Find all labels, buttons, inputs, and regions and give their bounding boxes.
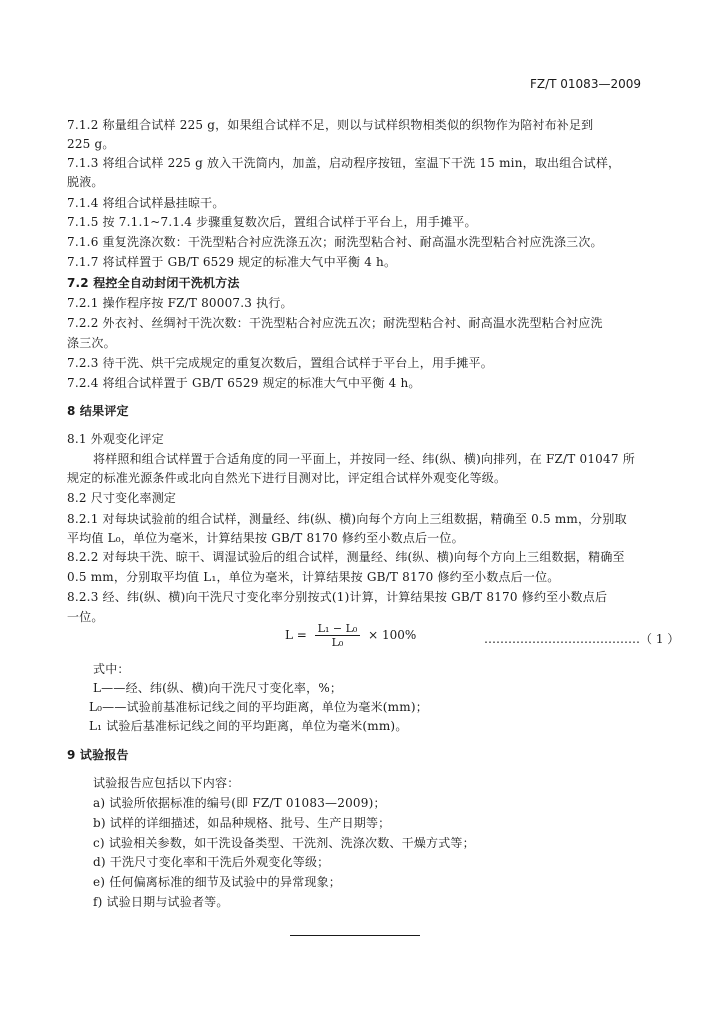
text-line: 8.2.2 对每块干洗、晾干、调湿试验后的组合试样，测量经、纬(纵、横)向每个方向上三组数据，精确至 (67, 550, 625, 564)
text-line: 7.1.2 称量组合试样 225 g，如果组合试样不足，则以与试样织物相类似的织物作为陪衬布补足到 (67, 118, 594, 132)
text-line: 8.2.3 经、纬(纵、横)向干洗尺寸变化率分别按式(1)计算，计算结果按 GB/T 8170 修约至小数点后 (67, 590, 608, 604)
text-line: 涤三次。 (67, 336, 116, 350)
text-line: L₁ 试验后基准标记线之间的平均距离，单位为毫米(mm)。 (89, 719, 408, 733)
text-line: 脱液。 (67, 175, 104, 189)
formula-numerator: L₁ − L₀ (315, 622, 361, 636)
text-line: 7.2.3 待干洗、烘干完成规定的重复次数后，置组合试样于平台上，用手摊平。 (67, 356, 493, 370)
text-line: 一位。 (67, 610, 104, 624)
text-line: 8.1 外观变化评定 (67, 432, 164, 446)
text-line: L₀——试验前基准标记线之间的平均距离，单位为毫米(mm)； (89, 700, 428, 714)
text-line: 7.1.3 将组合试样 225 g 放入干洗筒内，加盖，启动程序按钮，室温下干洗 15 min，取出组合试样， (67, 156, 621, 170)
formula-rhs: × 100% (368, 628, 417, 642)
text-line: e) 任何偏离标准的细节及试验中的异常现象； (93, 875, 341, 889)
end-divider (290, 935, 420, 936)
standard-number: FZ/T 01083—2009 (529, 77, 641, 91)
text-line: 平均值 L₀，单位为毫米，计算结果按 GB/T 8170 修约至小数点后一位。 (67, 531, 464, 545)
text-line: d) 干洗尺寸变化率和干洗后外观变化等级； (93, 855, 330, 869)
formula-fraction (315, 622, 361, 649)
text-line: 将样照和组合试样置于合适角度的同一平面上，并按同一经、纬(纵、横)向排列，在 FZ/T 01047 所 (93, 452, 635, 466)
text-line: c) 试验相关参数，如干洗设备类型、干洗剂、洗涤次数、干燥方式等； (93, 836, 475, 850)
text-line: 规定的标准光源条件或北向自然光下进行目测对比，评定组合试样外观变化等级。 (67, 471, 507, 485)
formula-denominator: L₀ (331, 636, 344, 649)
text-line: 7.1.7 将试样置于 GB/T 6529 规定的标准大气中平衡 4 h。 (67, 255, 397, 269)
text-line: 8.2.1 对每块试验前的组合试样，测量经、纬(纵、横)向每个方向上三组数据，精确至 0.5 mm，分别取 (67, 512, 627, 526)
text-line: 7.2.2 外衣衬、丝绸衬干洗次数：干洗型粘合衬应洗五次；耐洗型粘合衬、耐高温水洗型粘合衬应洗 (67, 316, 603, 330)
formula (285, 622, 416, 649)
text-line: a) 试验所依据标准的编号(即 FZ/T 01083—2009)； (93, 796, 386, 810)
text-line: b) 试样的详细描述，如品种规格、批号、生产日期等； (93, 816, 391, 830)
text-line: 试验报告应包括以下内容： (93, 776, 240, 790)
formula-lhs: L = (285, 628, 307, 642)
equation-number: …………………………………（ 1 ） (484, 632, 680, 646)
text-line: 7.2.1 操作程序按 FZ/T 80007.3 执行。 (67, 296, 293, 310)
section-heading: 9 试验报告 (67, 748, 129, 762)
text-line: 8.2 尺寸变化率测定 (67, 491, 177, 505)
text-line: 7.1.6 重复洗涤次数：干洗型粘合衬应洗涤五次；耐洗型粘合衬、耐高温水洗型粘合衬应洗涤三次。 (67, 235, 603, 249)
text-line: 225 g。 (67, 137, 115, 151)
section-heading: 7.2 程控全自动封闭干洗机方法 (67, 276, 240, 290)
text-line: 7.1.4 将组合试样悬挂晾干。 (67, 196, 225, 210)
text-line: 7.1.5 按 7.1.1~7.1.4 步骤重复数次后，置组合试样于平台上，用手摊平。 (67, 215, 477, 229)
text-line: L——经、纬(纵、横)向干洗尺寸变化率，%； (93, 681, 343, 695)
section-heading: 8 结果评定 (67, 404, 129, 418)
text-line: f) 试验日期与试验者等。 (93, 895, 229, 909)
text-line: 0.5 mm，分别取平均值 L₁，单位为毫米，计算结果按 GB/T 8170 修约至小数点后一位。 (67, 570, 560, 584)
text-line: 式中： (93, 662, 130, 676)
text-line: 7.2.4 将组合试样置于 GB/T 6529 规定的标准大气中平衡 4 h。 (67, 376, 421, 390)
